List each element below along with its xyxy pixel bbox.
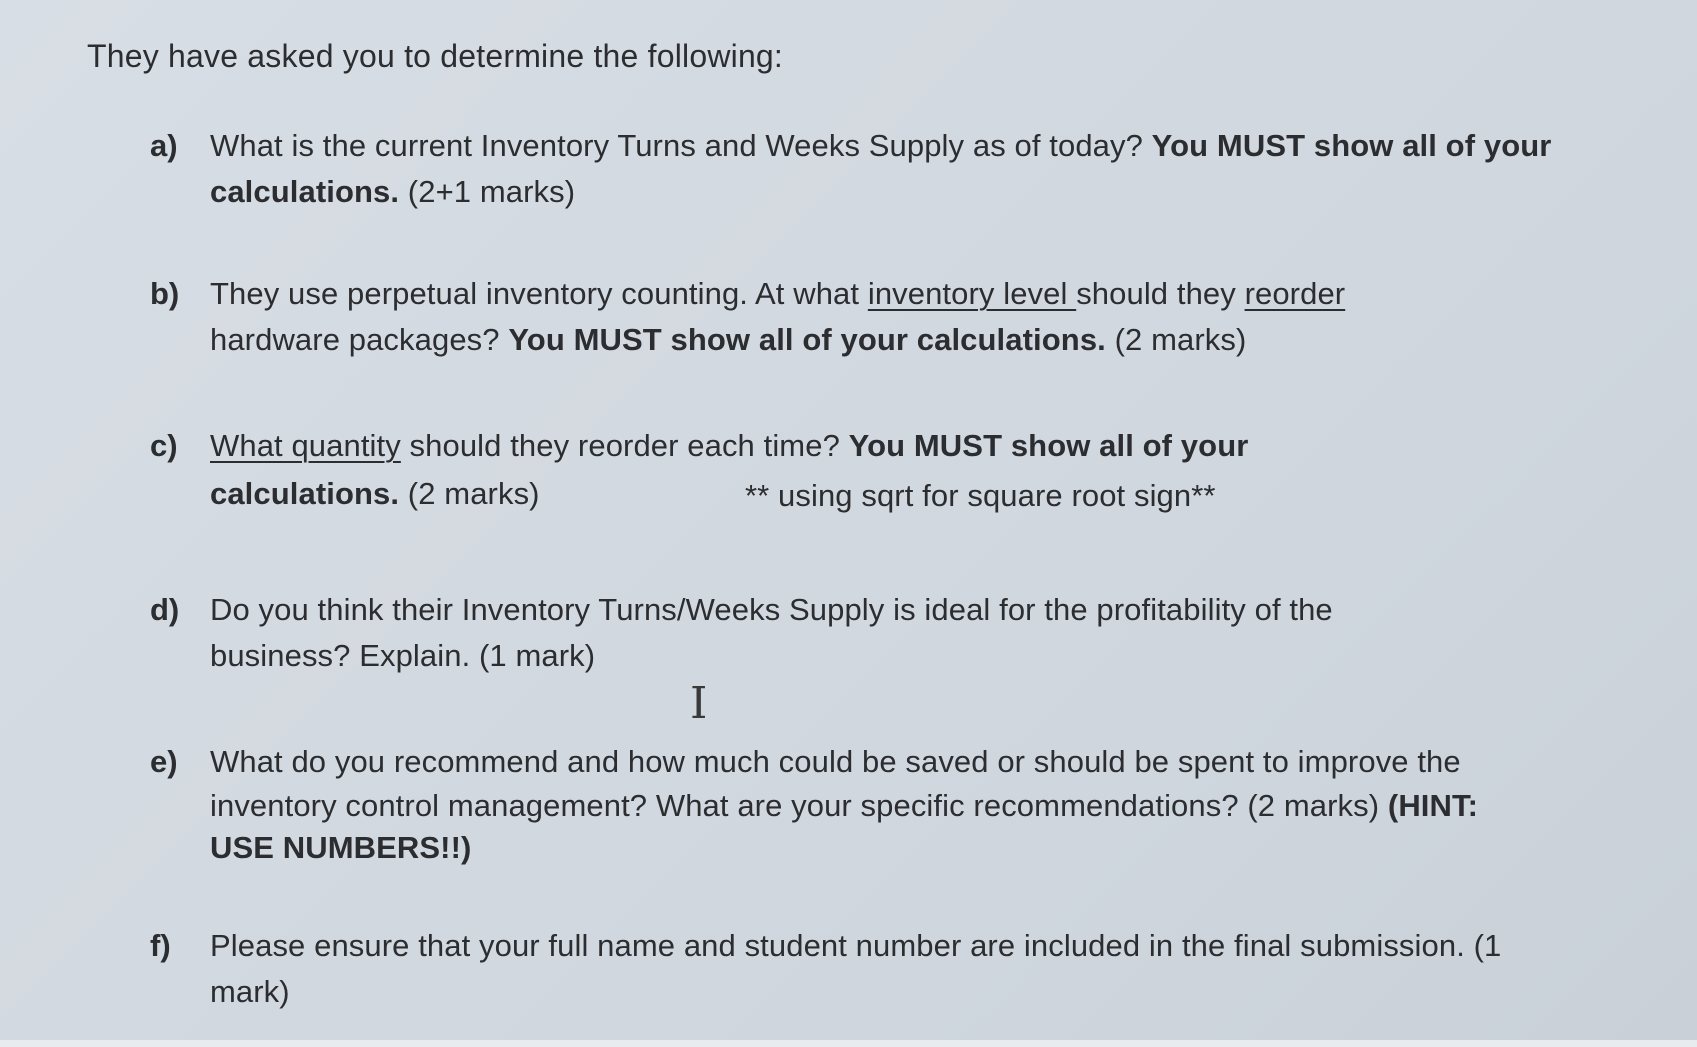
question-letter: e) [150,744,178,779]
question-marks: (2 marks) [1105,322,1247,357]
sqrt-note: ** using sqrt for square root sign** [745,478,1216,513]
question-letter: c) [150,428,178,463]
question-letter: b) [150,276,180,311]
question-line: mark) [210,974,290,1009]
question-underlined: inventory level [867,276,1077,311]
question-line [210,788,1478,824]
question-text: hardware packages? [210,322,509,357]
question-line [210,428,1248,464]
text-cursor-icon: I [690,678,708,729]
question-line [210,322,1246,358]
question-emphasis: calculations. [210,174,400,209]
question-line: business? Explain. (1 mark) [210,638,596,673]
question-underlined: What quantity [210,428,401,463]
question-line [210,276,1345,312]
question-text: should they [1076,276,1245,311]
question-underlined: reorder [1244,276,1346,311]
question-emphasis: (HINT: [1387,788,1479,823]
question-letter: a) [150,128,178,163]
question-line: Please ensure that your full name and student number are included in the final submission. (1 [210,928,1502,963]
question-emphasis: You MUST show all of your [848,428,1249,463]
question-text: should they reorder each time? [400,428,849,463]
instructions-heading: They have asked you to determine the following: [87,38,784,74]
question-text: inventory control management? What are your specific recommendations? (2 marks) [210,788,1388,823]
question-marks: (2+1 marks) [399,174,576,209]
question-marks: (2 marks) [399,476,540,511]
question-text: They use perpetual inventory counting. At what [210,276,868,311]
question-letter: d) [150,592,180,627]
question-line: Do you think their Inventory Turns/Weeks Supply is ideal for the profitability of the [210,592,1333,627]
question-line [210,128,1551,164]
question-line: What do you recommend and how much could be saved or should be spent to improve the [210,744,1461,779]
question-line: USE NUMBERS!!) [210,830,472,865]
question-letter: f) [150,928,171,963]
screen-bottom-edge [0,1040,1697,1047]
question-emphasis: calculations. [210,476,400,511]
question-emphasis: You MUST show all of your calculations. [508,322,1106,357]
question-line [210,174,575,210]
question-text: What is the current Inventory Turns and Weeks Supply as of today? [210,128,1152,163]
question-line [210,476,540,512]
question-emphasis: You MUST show all of your [1151,128,1552,163]
